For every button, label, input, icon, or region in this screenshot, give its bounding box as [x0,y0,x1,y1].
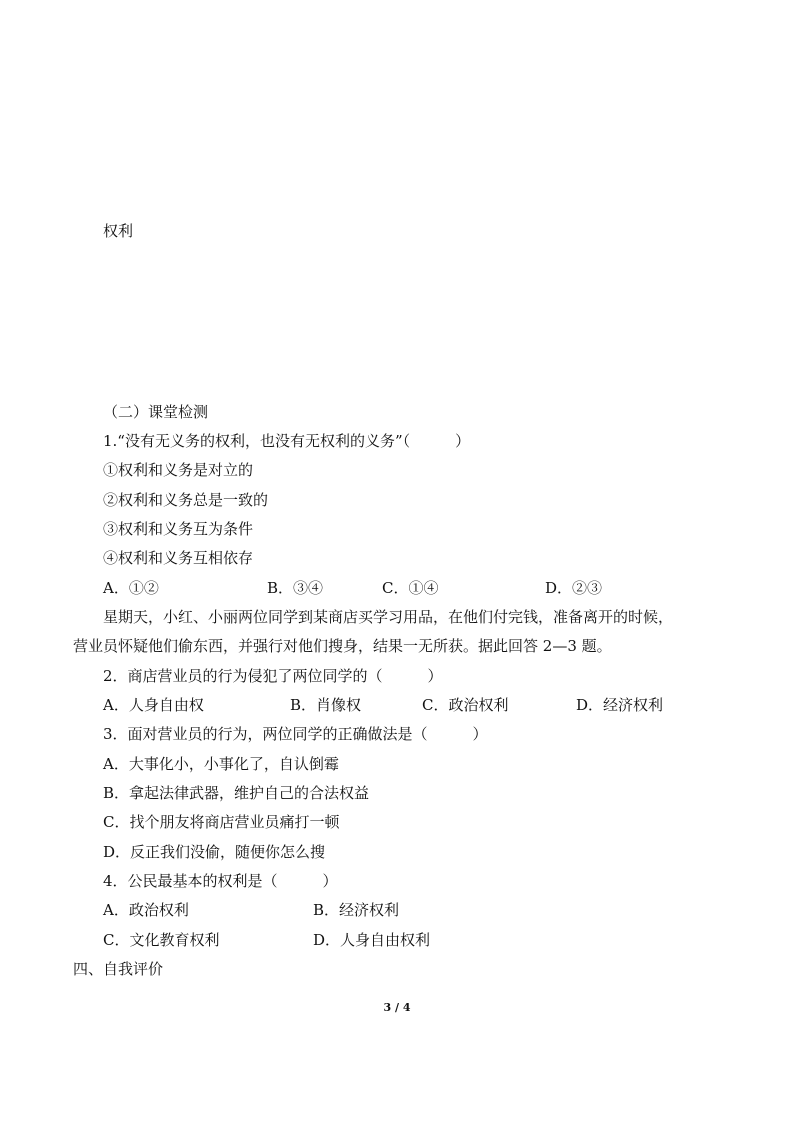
q1-statement-3: ③权利和义务互为条件 [103,520,254,538]
page-number: 3 / 4 [383,1001,411,1014]
q1-option-d: D．②③ [545,579,603,597]
question-2-stem: 2．商店营业员的行为侵犯了两位同学的（ ） [103,667,443,685]
q1-statement-4: ④权利和义务互相依存 [103,549,254,567]
q4-option-b: B．经济权利 [313,901,400,919]
q1-option-b: B．③④ [267,579,324,597]
self-evaluation-heading: 四、自我评价 [73,960,164,978]
q3-option-a: A．大事化小，小事化了，自认倒霉 [103,755,339,773]
q1-statement-1: ①权利和义务是对立的 [103,461,254,479]
q4-option-d: D．人身自由权利 [313,931,431,949]
question-4-stem: 4．公民最基本的权利是（ ） [103,872,338,890]
q3-option-b: B．拿起法律武器，维护自己的合法权益 [103,784,370,802]
q2-option-b: B．肖像权 [290,696,362,714]
q1-option-c: C．①④ [382,579,439,597]
q1-option-a: A．①② [103,579,159,597]
q2-option-c: C．政治权利 [422,696,509,714]
question-3-stem: 3．面对营业员的行为，两位同学的正确做法是（ ） [103,725,488,743]
q2-option-a: A．人身自由权 [103,696,204,714]
q3-option-c: C．找个朋友将商店营业员痛打一顿 [103,813,340,831]
q1-statement-2: ②权利和义务总是一致的 [103,491,269,509]
question-1-stem: 1.“没有无义务的权利，也没有无权利的义务”（ ） [103,432,471,450]
passage-line-2: 营业员怀疑他们偷东西，并强行对他们搜身，结果一无所获。据此回答 2—3 题。 [73,637,612,655]
section-heading-rights: 权利 [103,222,134,240]
passage-line-1: 星期天，小红、小丽两位同学到某商店买学习用品，在他们付完钱，准备离开的时候， [103,608,674,626]
q3-option-d: D．反正我们没偷，随便你怎么搜 [103,843,326,861]
q4-option-a: A．政治权利 [103,901,189,919]
q2-option-d: D．经济权利 [576,696,664,714]
q4-option-c: C．文化教育权利 [103,931,220,949]
classroom-check-heading: （二）课堂检测 [103,403,209,421]
